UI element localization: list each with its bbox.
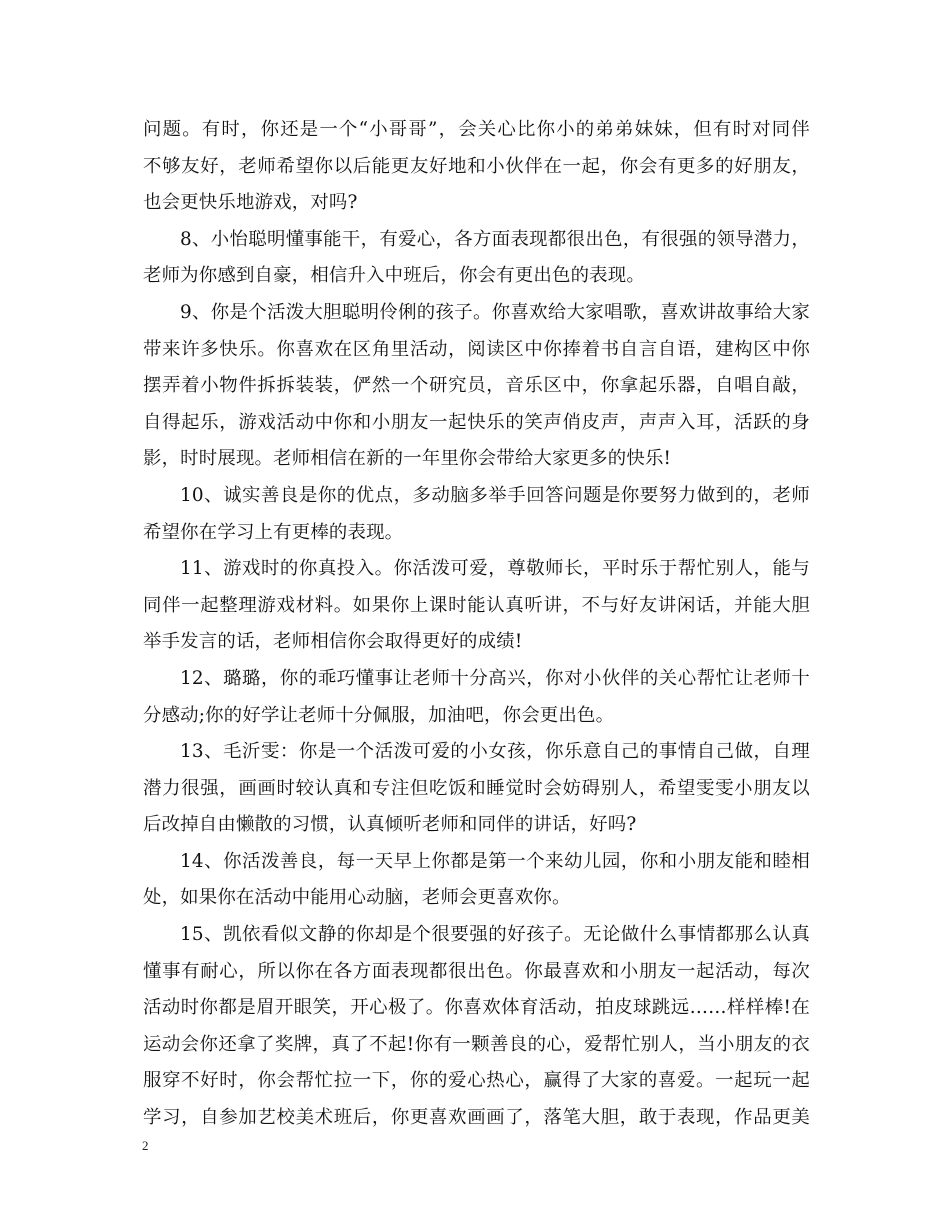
text-line: 老师为你感到自豪，相信升入中班后，你会有更出色的表现。	[143, 265, 645, 287]
text-line: 处，如果你在活动中能用心动脑，老师会更喜欢你。	[143, 887, 571, 909]
text-line: 带来许多快乐。你喜欢在区角里活动，阅读区中你捧着书自言自语，建构区中你	[143, 338, 810, 360]
text-line: 后改掉自由懒散的习惯，认真倾听老师和同伴的讲话，好吗?	[143, 814, 637, 836]
text-line: 影，时时展现。老师相信在新的一年里你会带给大家更多的快乐!	[143, 448, 672, 470]
text-line: 学习，自参加艺校美术班后，你更喜欢画画了，落笔大胆，敢于表现，作品更美	[143, 1107, 810, 1129]
text-line: 11、游戏时的你真投入。你活泼可爱，尊敬师长，平时乐于帮忙别人，能与	[180, 558, 810, 580]
text-line: 不够友好，老师希望你以后能更友好地和小伙伴在一起，你会有更多的好朋友，	[143, 155, 810, 177]
text-line: 10、诚实善良是你的优点，多动脑多举手回答问题是你要努力做到的，老师	[180, 484, 810, 506]
text-line: 自得起乐，游戏活动中你和小朋友一起快乐的笑声俏皮声，声声入耳，活跃的身	[143, 411, 810, 433]
text-line: 14、你活泼善良，每一天早上你都是第一个来幼儿园，你和小朋友能和睦相	[180, 850, 810, 872]
text-line: 13、毛沂雯：你是一个活泼可爱的小女孩，你乐意自己的事情自己做，自理	[180, 741, 810, 763]
text-line: 分感动;你的好学让老师十分佩服，加油吧，你会更出色。	[143, 704, 615, 726]
text-line: 15、凯依看似文静的你却是个很要强的好孩子。无论做什么事情都那么认真	[180, 924, 810, 946]
text-line: 同伴一起整理游戏材料。如果你上课时能认真听讲，不与好友讲闲话，并能大胆	[143, 594, 810, 616]
document-body	[143, 112, 810, 1137]
page-number: 2	[142, 1138, 149, 1153]
text-line: 希望你在学习上有更棒的表现。	[143, 521, 404, 543]
text-line: 9、你是个活泼大胆聪明伶俐的孩子。你喜欢给大家唱歌，喜欢讲故事给大家	[180, 301, 810, 323]
text-line: 摆弄着小物件拆拆装装，俨然一个研究员，音乐区中，你拿起乐器，自唱自敲，	[143, 375, 810, 397]
text-line: 潜力很强，画画时较认真和专注但吃饭和睡觉时会妨碍别人，希望雯雯小朋友以	[143, 777, 810, 799]
text-line: 服穿不好时，你会帮忙拉一下，你的爱心热心，赢得了大家的喜爱。一起玩一起	[143, 1070, 810, 1092]
text-line: 也会更快乐地游戏，对吗?	[143, 192, 358, 214]
text-line: 活动时你都是眉开眼笑，开心极了。你喜欢体育活动，拍皮球跳远……样样棒!在	[143, 997, 810, 1019]
text-line: 运动会你还拿了奖牌，真了不起!你有一颗善良的心，爱帮忙别人，当小朋友的衣	[143, 1033, 810, 1055]
text-line: 举手发言的话，老师相信你会取得更好的成绩!	[143, 631, 523, 653]
text-line: 8、小怡聪明懂事能干，有爱心，各方面表现都很出色，有很强的领导潜力，	[180, 228, 810, 250]
text-line: 懂事有耐心，所以你在各方面表现都很出色。你最喜欢和小朋友一起活动，每次	[143, 960, 810, 982]
text-line: 12、璐璐，你的乖巧懂事让老师十分高兴，你对小伙伴的关心帮忙让老师十	[180, 667, 810, 689]
text-line: 问题。有时，你还是一个“小哥哥”，会关心比你小的弟弟妹妹，但有时对同伴	[143, 119, 810, 140]
